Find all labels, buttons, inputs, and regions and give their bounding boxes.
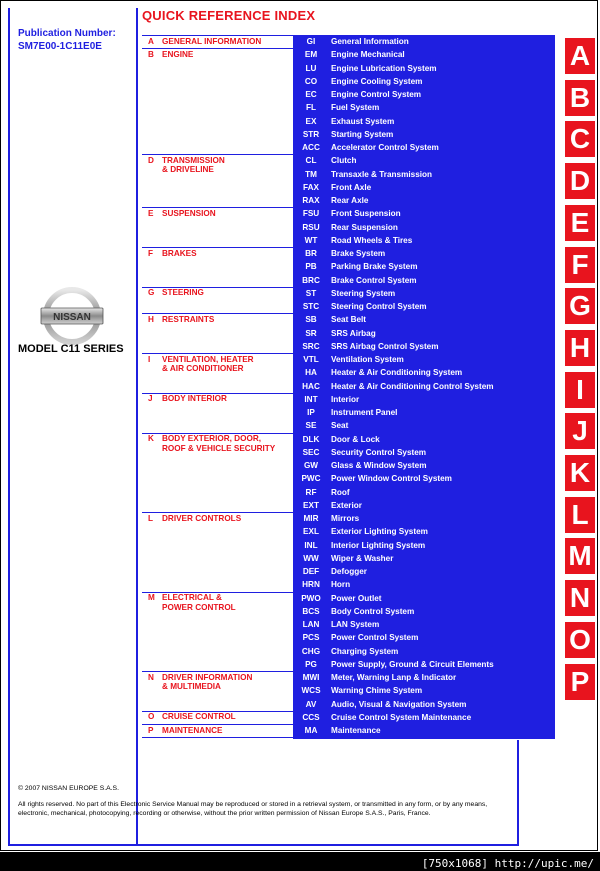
section-group-name: RESTRAINTS (162, 314, 215, 324)
section-title: Exterior (331, 500, 362, 510)
section-group-name: BRAKES (162, 248, 197, 258)
image-caption: [750x1068] http://upic.me/ (421, 857, 594, 870)
index-row[interactable] (293, 380, 555, 393)
section-title: Road Wheels & Tires (331, 235, 413, 245)
index-row[interactable] (293, 539, 555, 552)
index-row[interactable] (293, 618, 555, 631)
index-row[interactable] (293, 698, 555, 711)
index-row[interactable] (293, 393, 555, 406)
index-row[interactable] (293, 260, 555, 273)
section-code: PB (305, 262, 317, 272)
letter-tab[interactable]: P (565, 664, 595, 700)
index-row[interactable] (293, 472, 555, 485)
section-code: BR (305, 249, 317, 258)
index-row[interactable] (293, 486, 555, 499)
index-row[interactable] (293, 35, 555, 48)
section-title: Engine Lubrication System (331, 63, 437, 73)
section-letter: F (148, 248, 154, 258)
section-title: Interior (331, 394, 360, 404)
index-row[interactable] (293, 671, 555, 684)
letter-tab[interactable]: F (565, 247, 595, 283)
index-row[interactable] (293, 353, 555, 366)
index-row[interactable] (293, 525, 555, 538)
section-title: Engine Mechanical (331, 50, 405, 60)
letter-tab[interactable]: J (565, 413, 595, 449)
section-letter: I (148, 354, 151, 364)
section-code: SB (305, 315, 317, 325)
section-title: Steering System (331, 288, 396, 298)
index-row[interactable] (293, 552, 555, 565)
section-code: EX (305, 116, 317, 126)
section-title: Rear Axle (331, 196, 369, 205)
letter-tab[interactable]: A (565, 38, 595, 74)
section-title: Starting System (331, 129, 394, 139)
section-separator (142, 592, 293, 593)
index-row[interactable] (293, 711, 555, 724)
section-group-name: VENTILATION, HEATER & AIR CONDITIONER (162, 354, 254, 373)
section-letter: O (148, 712, 155, 722)
index-row[interactable] (293, 499, 555, 512)
section-title: Body Control System (331, 606, 415, 616)
section-code: SE (305, 421, 317, 431)
index-row[interactable] (293, 115, 555, 128)
section-group-name: ELECTRICAL & POWER CONTROL (162, 593, 236, 612)
section-group-name: DRIVER INFORMATION & MULTIMEDIA (162, 672, 253, 691)
section-title: Mirrors (331, 514, 360, 523)
section-title: Steering Control System (331, 302, 427, 311)
section-separator (142, 247, 293, 248)
index-row[interactable] (293, 327, 555, 340)
index-row[interactable] (293, 207, 555, 220)
section-code: PWO (301, 593, 321, 603)
index-row[interactable] (293, 274, 555, 287)
section-code: WCS (301, 686, 321, 696)
section-letter: E (148, 208, 154, 218)
section-code: INL (304, 540, 318, 550)
index-row[interactable] (293, 62, 555, 75)
letter-tab[interactable]: H (565, 330, 595, 366)
index-row[interactable] (293, 578, 555, 591)
page-title: QUICK REFERENCE INDEX (142, 8, 316, 23)
letter-tab[interactable]: E (565, 205, 595, 241)
section-separator (142, 671, 293, 672)
index-row[interactable] (293, 592, 555, 605)
letter-tab[interactable]: C (565, 121, 595, 157)
section-title: Security Control System (331, 447, 427, 457)
section-group-name: BODY INTERIOR (162, 394, 227, 404)
section-title: Brake System (331, 249, 386, 258)
section-separator (142, 154, 293, 155)
index-row[interactable] (293, 459, 555, 472)
left-bottom (8, 844, 518, 846)
section-code: EC (305, 90, 317, 99)
section-code: MWI (302, 673, 320, 682)
section-code: VTL (303, 355, 319, 364)
index-row[interactable] (293, 565, 555, 578)
index-row[interactable] (293, 419, 555, 432)
index-row[interactable] (293, 313, 555, 326)
letter-tab[interactable]: D (565, 163, 595, 199)
letter-tab[interactable]: M (565, 538, 595, 574)
index-table (293, 35, 555, 739)
section-title: Ventilation System (331, 355, 404, 364)
index-row[interactable] (293, 684, 555, 697)
section-title: Roof (331, 487, 350, 497)
section-title: Rear Suspension (331, 222, 398, 232)
index-row[interactable] (293, 128, 555, 141)
section-group-name: GENERAL INFORMATION (162, 36, 262, 46)
index-row[interactable] (293, 446, 555, 459)
section-separator (142, 711, 293, 712)
section-code: GI (306, 37, 316, 46)
section-title: Glass & Window System (331, 461, 427, 470)
section-letter: L (148, 513, 154, 523)
section-title: Engine Cooling System (331, 76, 423, 86)
section-code: DEF (302, 567, 320, 576)
section-title: Engine Control System (331, 90, 422, 99)
section-code: HRN (302, 580, 320, 590)
section-code: TM (305, 169, 317, 179)
section-separator (142, 393, 293, 394)
section-title: Power Outlet (331, 593, 382, 603)
section-code: WW (303, 553, 319, 563)
section-separator (142, 512, 293, 513)
section-title: Exhaust System (331, 116, 395, 126)
index-row[interactable] (293, 340, 555, 353)
section-title: Wiper & Washer (331, 553, 394, 563)
section-title: Clutch (331, 156, 357, 166)
index-row[interactable] (293, 234, 555, 247)
index-row[interactable] (293, 168, 555, 181)
section-code: PWC (301, 474, 321, 484)
section-code: WT (304, 235, 318, 245)
publication-label (18, 27, 116, 53)
section-title: Interior Lighting System (331, 540, 426, 550)
section-code: LAN (302, 620, 320, 629)
section-title: Heater & Air Conditioning Control System (331, 381, 494, 391)
letter-tab[interactable]: B (565, 80, 595, 116)
section-code: STC (302, 302, 320, 311)
section-group-name: STEERING (162, 288, 204, 298)
section-title: Power Control System (331, 633, 419, 643)
section-code: ST (305, 288, 317, 298)
section-title: Horn (331, 580, 351, 590)
section-title: Brake Control System (331, 275, 417, 285)
section-title: Fuel System (331, 103, 380, 113)
index-row[interactable] (293, 433, 555, 446)
section-letter: N (148, 672, 154, 682)
section-letter: P (148, 725, 154, 735)
section-title: General Information (331, 37, 409, 46)
letter-tab[interactable]: I (565, 372, 595, 408)
section-title: SRS Airbag (331, 328, 376, 338)
section-title: Maintenance (331, 726, 381, 735)
section-code: CCS (302, 712, 320, 722)
section-code: EM (304, 50, 318, 60)
section-title: Front Axle (331, 182, 372, 192)
section-title: Warning Chime System (331, 686, 423, 696)
index-row[interactable] (293, 247, 555, 260)
section-title: Power Window Control System (331, 474, 452, 484)
left-divider (136, 8, 138, 846)
section-title: SRS Airbag Control System (331, 341, 439, 351)
section-title: Power Supply, Ground & Circuit Elements (331, 659, 494, 669)
section-title: Heater & Air Conditioning System (331, 368, 463, 378)
index-row[interactable] (293, 605, 555, 618)
section-code: INT (304, 394, 318, 404)
section-letter: H (148, 314, 154, 324)
section-group-name: SUSPENSION (162, 208, 216, 218)
section-code: STR (302, 129, 320, 139)
section-title: Front Suspension (331, 209, 401, 219)
section-title: Defogger (331, 567, 367, 576)
section-code: FL (305, 103, 316, 113)
section-separator (142, 35, 293, 36)
section-group-name: ENGINE (162, 49, 194, 59)
index-row[interactable] (293, 658, 555, 671)
section-code: SR (305, 328, 317, 338)
publication-label-text: Publication Number: (18, 28, 116, 39)
section-letter: J (148, 394, 153, 404)
section-code: CL (305, 156, 317, 166)
index-row[interactable] (293, 366, 555, 379)
rights-notice: All rights reserved. No part of this Electronic Service Manual may be reproduced or stored in a retrieval system, or transmitted in any form, or by any means, electronic, mechanical, photocopying, recording or otherwise, without the prior written permission of Nissan Europe S.A.S., Paris, France. (18, 801, 488, 817)
section-code: RSU (302, 222, 320, 232)
section-letter: D (148, 155, 154, 165)
section-group-name: MAINTENANCE (162, 725, 223, 735)
section-title: Meter, Warning Lanp & Indicator (331, 673, 457, 682)
publication-number: SM7E00-1C11E0E (18, 41, 102, 52)
section-code: FAX (303, 182, 319, 192)
section-title: Exterior Lighting System (331, 527, 428, 537)
index-row[interactable] (293, 181, 555, 194)
section-code: RF (305, 487, 317, 497)
section-code: LU (305, 63, 317, 73)
section-code: CO (304, 76, 318, 86)
index-row[interactable] (293, 287, 555, 300)
index-row[interactable] (293, 631, 555, 644)
section-code: GW (303, 461, 319, 470)
section-code: SEC (302, 447, 320, 457)
index-row[interactable] (293, 194, 555, 207)
section-code: SRC (302, 341, 320, 351)
section-code: EXL (303, 527, 319, 537)
section-title: Charging System (331, 646, 399, 656)
section-title: Instrument Panel (331, 408, 398, 417)
section-separator (142, 313, 293, 314)
section-code: ACC (302, 143, 320, 152)
copyright: © 2007 NISSAN EUROPE S.A.S. (18, 785, 119, 792)
section-code: EXT (303, 500, 319, 510)
section-code: HAC (302, 381, 320, 391)
section-code: PCS (302, 633, 320, 643)
section-group-name: TRANSMISSION & DRIVELINE (162, 155, 225, 175)
section-title: Audio, Visual & Navigation System (331, 699, 467, 709)
letter-tab[interactable]: N (565, 580, 595, 616)
left-border (8, 8, 10, 846)
index-row[interactable] (293, 406, 555, 419)
section-code: MIR (303, 514, 319, 523)
section-title: Seat Belt (331, 315, 367, 325)
section-code: IP (307, 408, 315, 417)
section-separator (142, 207, 293, 208)
section-title: Cruise Control System Maintenance (331, 712, 472, 722)
letter-tab[interactable]: G (565, 288, 595, 324)
section-title: Accelerator Control System (331, 143, 439, 152)
section-letter: K (148, 434, 154, 443)
index-row[interactable] (293, 300, 555, 313)
section-separator (142, 724, 293, 725)
section-letter: A (148, 36, 154, 46)
section-code: AV (305, 699, 317, 709)
index-row[interactable] (293, 512, 555, 525)
right-divider (517, 740, 519, 846)
section-separator (142, 287, 293, 288)
section-title: Transaxle & Transmission (331, 169, 433, 179)
section-code: DLK (302, 434, 320, 444)
index-row[interactable] (293, 154, 555, 167)
section-separator (142, 48, 293, 49)
section-code: FSU (302, 209, 320, 219)
section-group-name: CRUISE CONTROL (162, 712, 236, 722)
section-letter: G (148, 288, 155, 298)
section-separator (142, 353, 293, 354)
section-code: HA (305, 368, 317, 378)
section-title: Seat (331, 421, 349, 431)
index-row[interactable] (293, 724, 555, 737)
index-row[interactable] (293, 141, 555, 154)
section-separator (142, 737, 293, 738)
section-title: LAN System (331, 620, 380, 629)
index-row[interactable] (293, 48, 555, 61)
section-code: BRC (302, 275, 320, 285)
index-row[interactable] (293, 221, 555, 234)
index-row[interactable] (293, 101, 555, 114)
section-code: RAX (302, 196, 320, 205)
section-code: CHG (301, 646, 321, 656)
letter-tab[interactable]: L (565, 497, 595, 533)
section-code: PG (305, 659, 317, 669)
section-title: Parking Brake System (331, 262, 418, 272)
index-row[interactable] (293, 75, 555, 88)
section-code: MA (304, 726, 318, 735)
section-separator (142, 433, 293, 434)
section-letter: M (148, 593, 155, 602)
letter-tab[interactable]: O (565, 622, 595, 658)
model-label: MODEL C11 SERIES (18, 343, 124, 355)
section-title: Door & Lock (331, 434, 380, 444)
section-letter: B (148, 49, 154, 59)
logo-wordmark: NISSAN (53, 312, 91, 323)
index-row[interactable] (293, 645, 555, 658)
section-code: BCS (302, 606, 320, 616)
index-row[interactable] (293, 88, 555, 101)
section-group-name: DRIVER CONTROLS (162, 513, 242, 523)
nissan-logo (40, 285, 104, 347)
letter-tab[interactable]: K (565, 455, 595, 491)
section-group-name: BODY EXTERIOR, DOOR, ROOF & VEHICLE SECURITY (162, 434, 276, 453)
